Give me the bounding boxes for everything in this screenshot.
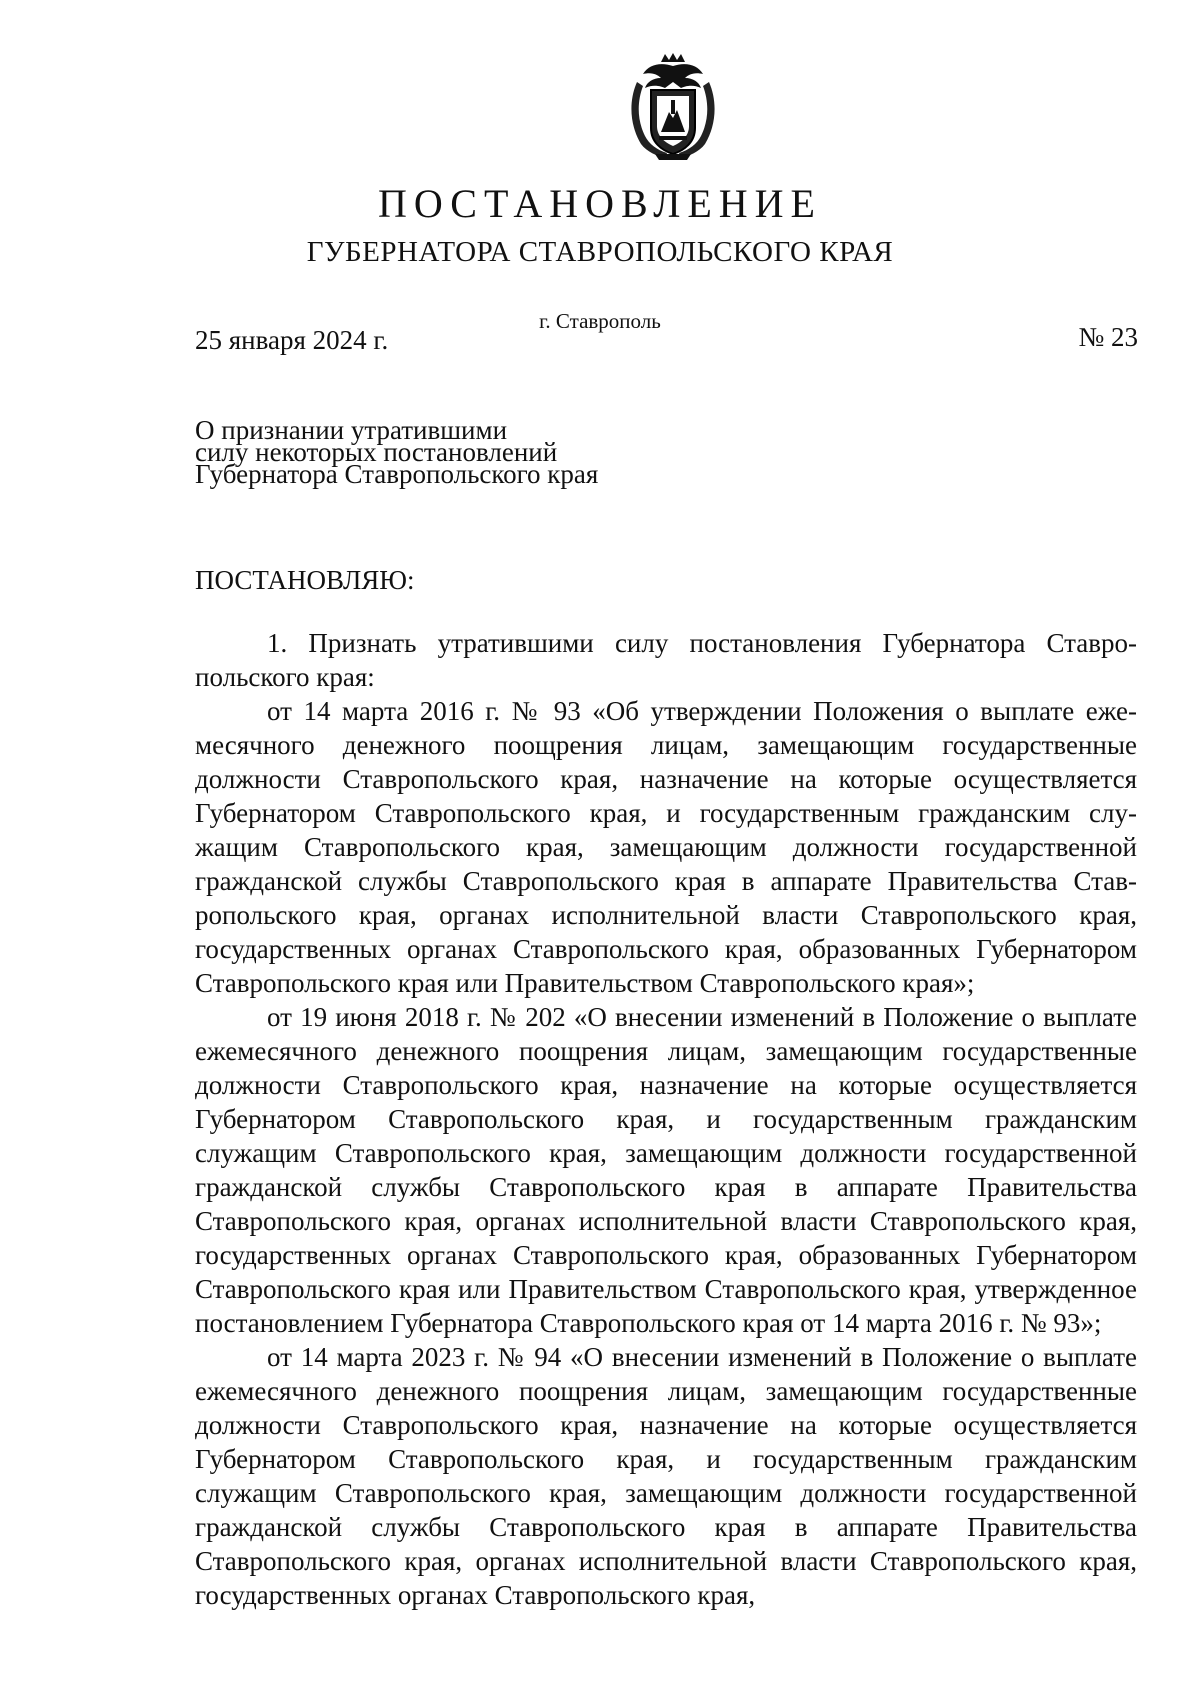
coat-of-arms-icon — [627, 52, 719, 162]
subject-line: силу некоторых постановлений — [195, 437, 558, 467]
subject-line: О признании утратившими — [195, 415, 508, 445]
issue-place: г. Ставрополь — [539, 309, 661, 333]
body-paragraph: от 19 июня 2018 г. № 202 «О внесении изменений в Положение о выплате ежемесячного денежного поощрения лицам, замещающим государственные должности Ставропольского края, назначение на которые осуществляется Губернатором Ставропольского края, и государственным гражданским служащим Ставропольского края, замещающим должности государственной гражданской службы Ставропольского края в аппарате Правительства Ставропольского края, органах исполнительной власти Ставропольского края, государственных органах Ставропольского края, образованных Губернатором Ставропольского края или Правительством Ставропольского края, утвержденное постановлением Губернатора Ставропольского края от 14 марта 2016 г. № 93»; — [195, 1002, 1137, 1338]
issue-date: 25 января 2024 г. — [195, 325, 389, 355]
issuing-authority: ГУБЕРНАТОРА СТАВРОПОЛЬСКОГО КРАЯ — [306, 236, 894, 268]
body-paragraph: от 14 марта 2023 г. № 94 «О внесении изменений в Положение о выплате ежемесячного денежного поощрения лицам, замещающим государственные должности Ставропольского края, назначение на которые осуществляется Губернатором Ставропольского края, и государственным гражданским служащим Ставропольского края, замещающим должности государственной гражданской службы Ставропольского края в аппарате Правительства Ставропольского края, органах исполнительной власти Ставропольского края, государственных органах Ставропольского края, — [195, 1342, 1137, 1610]
document-type-title: ПОСТАНОВЛЕНИЕ — [378, 181, 822, 226]
subject-line: Губернатора Ставропольского края — [195, 459, 599, 489]
body-paragraph: 1. Признать утратившими силу постановления Губернатора Ставропольского края: — [195, 628, 1137, 692]
document-number: № 23 — [1078, 322, 1138, 352]
document-body — [195, 626, 1137, 1612]
document-subject — [195, 415, 755, 489]
body-paragraph: от 14 марта 2016 г. № 93 «Об утверждении Положения о выплате ежемесячного денежного поощрения лицам, замещающим государственные должности Ставропольского края, назначение на которые осуществляется Губернатором Ставропольского края, и государственным гражданским служащим Ставропольского края, замещающим должности государственной гражданской службы Ставропольского края в аппарате Правительства Ставропольского края, органах исполнительной власти Ставропольского края, государственных органах Ставропольского края, образованных Губернатором Ставропольского края или Правительством Ставропольского края»; — [195, 696, 1137, 998]
decree-heading: ПОСТАНОВЛЯЮ: — [195, 565, 415, 595]
